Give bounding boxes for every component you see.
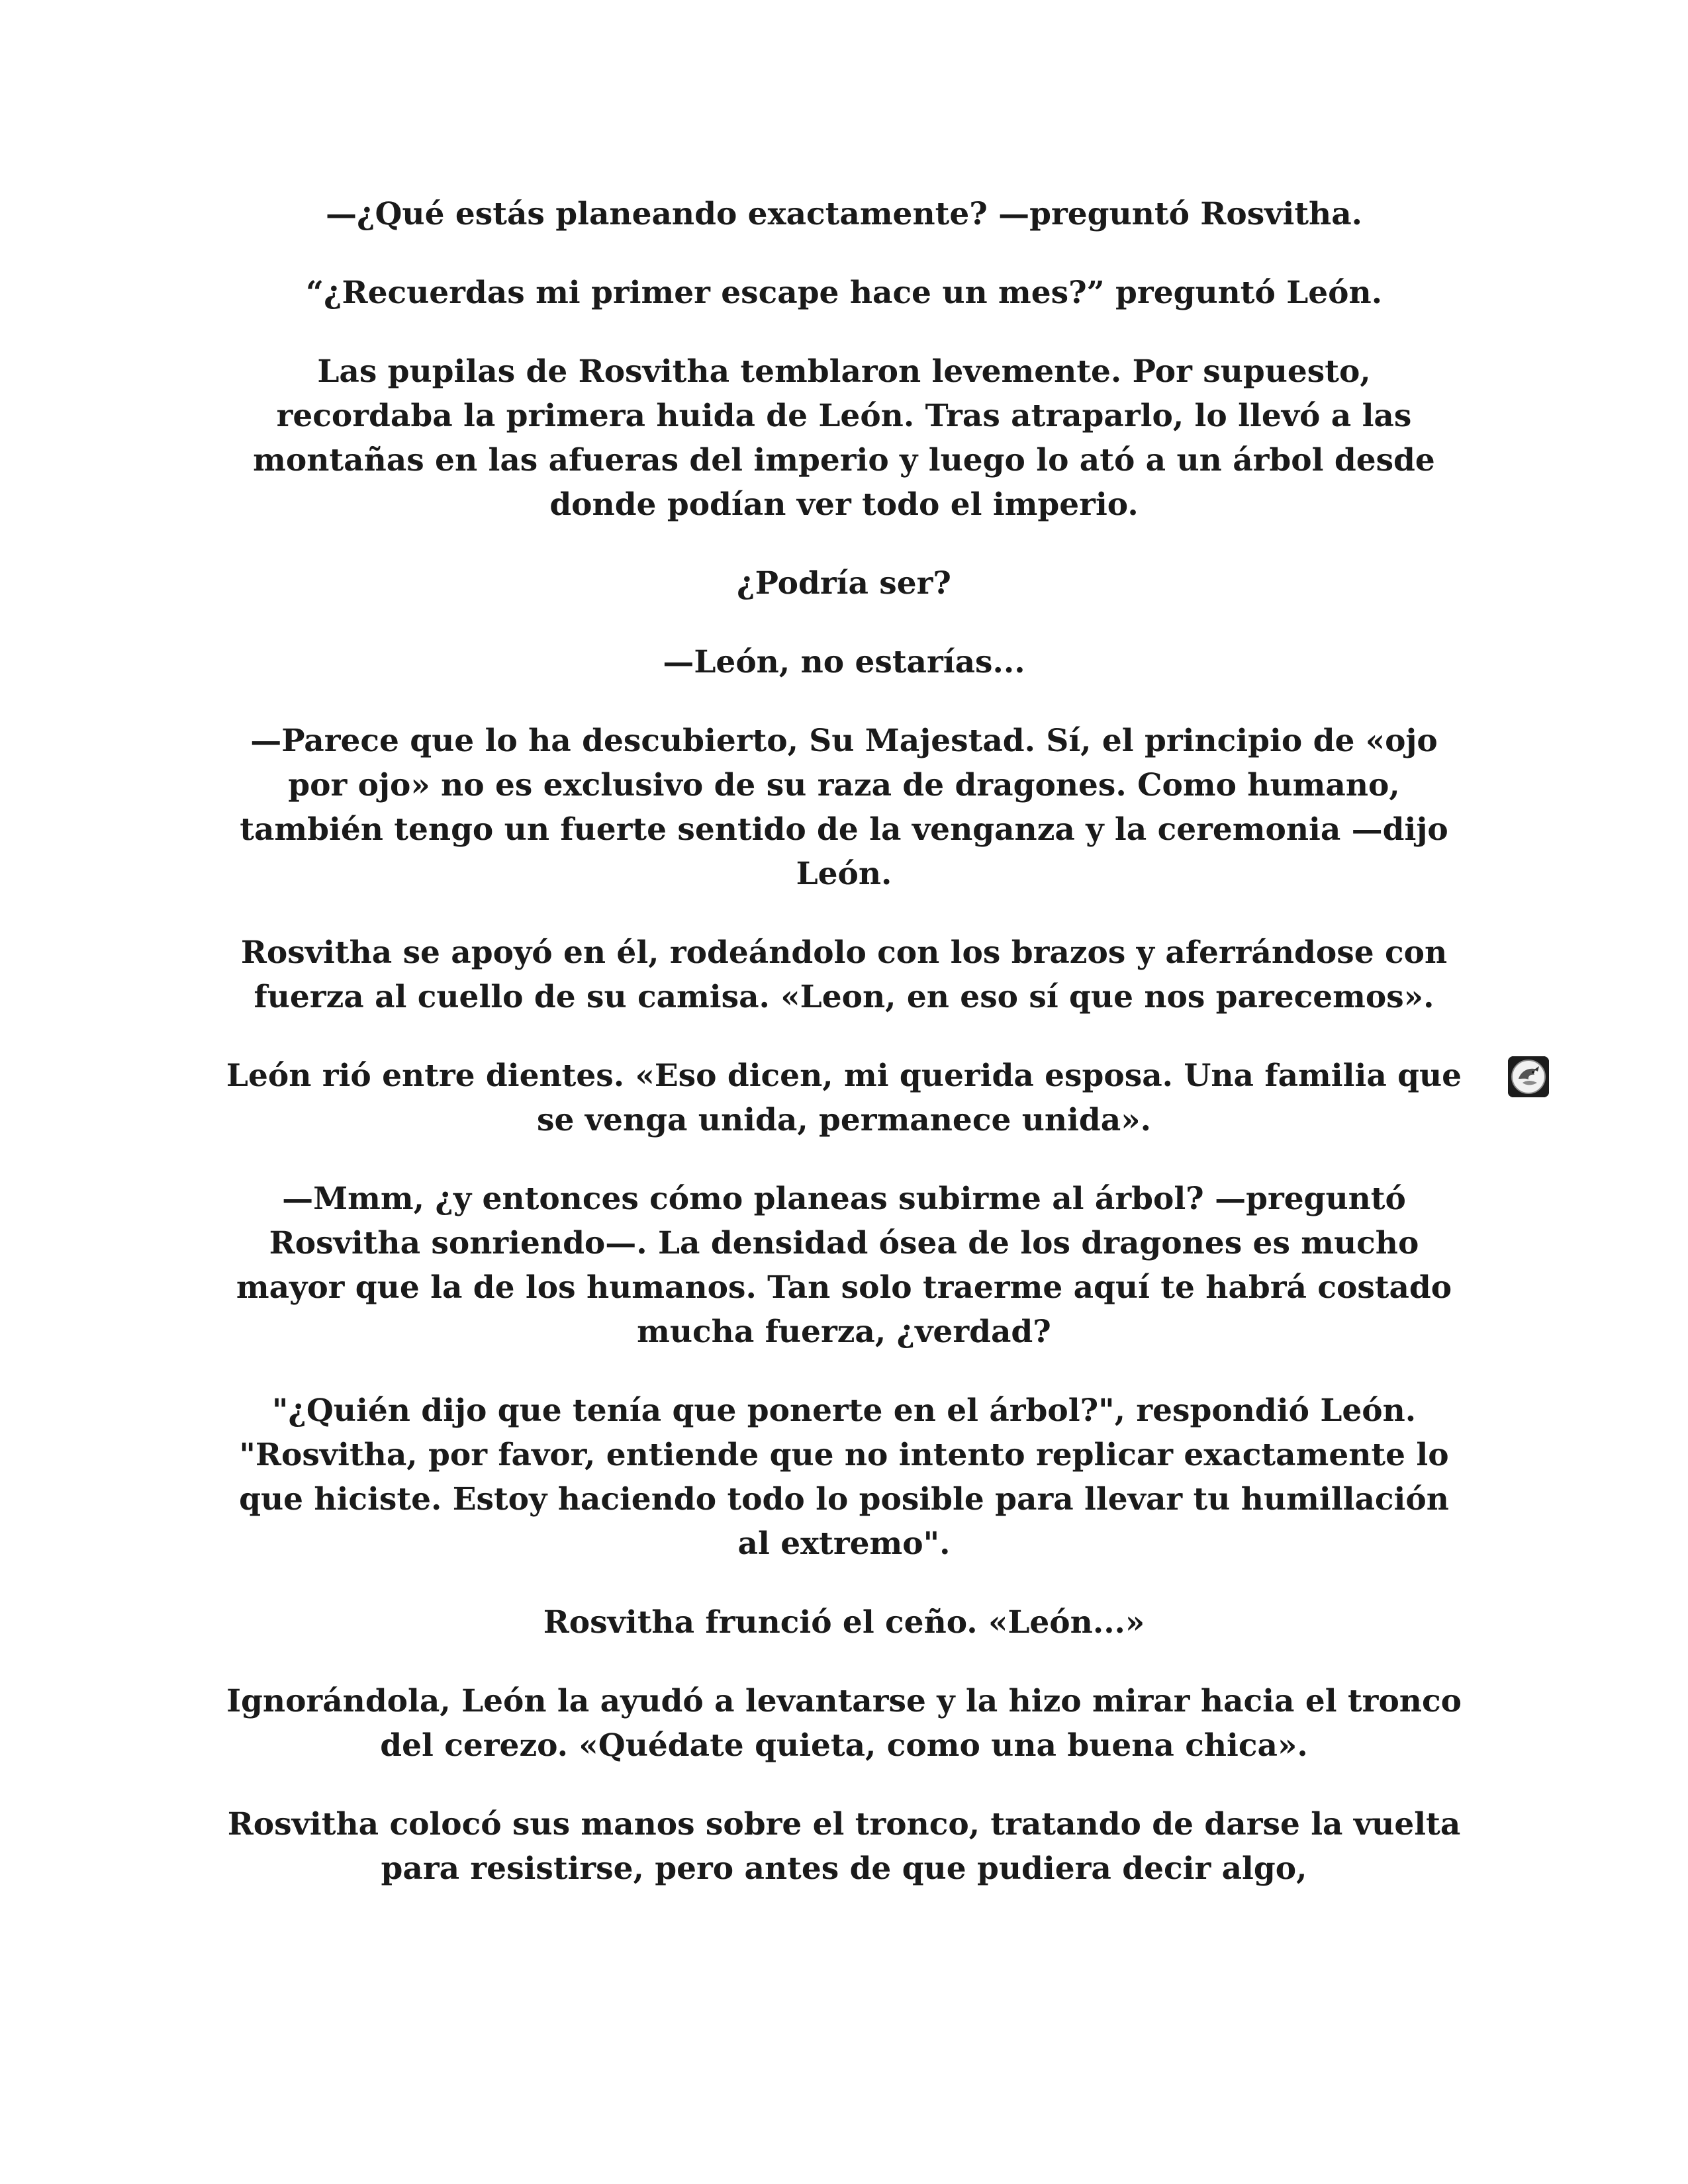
body-text (225, 192, 1463, 1925)
paragraph-2: “¿Recuerdas mi primer escape hace un mes?” preguntó León. (305, 275, 1383, 311)
paragraph-10: "¿Quién dijo que tenía que ponerte en el árbol?", respondió León. "Rosvitha, por favor, entiende que no intento replicar exactamente lo que hiciste. Estoy haciendo todo lo posible para llevar tu humillación al extremo". (239, 1392, 1449, 1562)
paragraph-8: León rió entre dientes. «Eso dicen, mi querida esposa. Una familia que se venga unida, permanece unida». (226, 1058, 1462, 1138)
paragraph-6: —Parece que lo ha descubierto, Su Majestad. Sí, el principio de «ojo por ojo» no es exclusivo de su raza de dragones. Como humano, también tengo un fuerte sentido de la venganza y la ceremonia —dijo León. (240, 723, 1448, 892)
paragraph-7: Rosvitha se apoyó en él, rodeándolo con los brazos y aferrándose con fuerza al cuello de su camisa. «Leon, en eso sí que nos parecemos». (240, 934, 1448, 1015)
paragraph-4: ¿Podría ser? (737, 565, 951, 602)
paragraph-11: Rosvitha frunció el ceño. «León...» (543, 1604, 1145, 1641)
dragon-emblem-icon (1508, 1056, 1549, 1097)
paragraph-3: Las pupilas de Rosvitha temblaron levemente. Por supuesto, recordaba la primera huida de León. Tras atraparlo, lo llevó a las montañas en las afueras del imperio y luego lo ató a un árbol desde donde podían ver todo el imperio. (253, 353, 1435, 523)
paragraph-5: —León, no estarías... (663, 644, 1025, 680)
paragraph-12: Ignorándola, León la ayudó a levantarse y la hizo mirar hacia el tronco del cerezo. «Quédate quieta, como una buena chica». (226, 1683, 1462, 1764)
paragraph-13: Rosvitha colocó sus manos sobre el tronco, tratando de darse la vuelta para resistirse, pero antes de que pudiera decir algo, (227, 1806, 1461, 1887)
paragraph-9: —Mmm, ¿y entonces cómo planeas subirme al árbol? —preguntó Rosvitha sonriendo—. La densidad ósea de los dragones es mucho mayor que la de los humanos. Tan solo traerme aquí te habrá costado mucha fuerza, ¿verdad? (236, 1181, 1452, 1350)
paragraph-1: —¿Qué estás planeando exactamente? —preguntó Rosvitha. (325, 196, 1363, 232)
